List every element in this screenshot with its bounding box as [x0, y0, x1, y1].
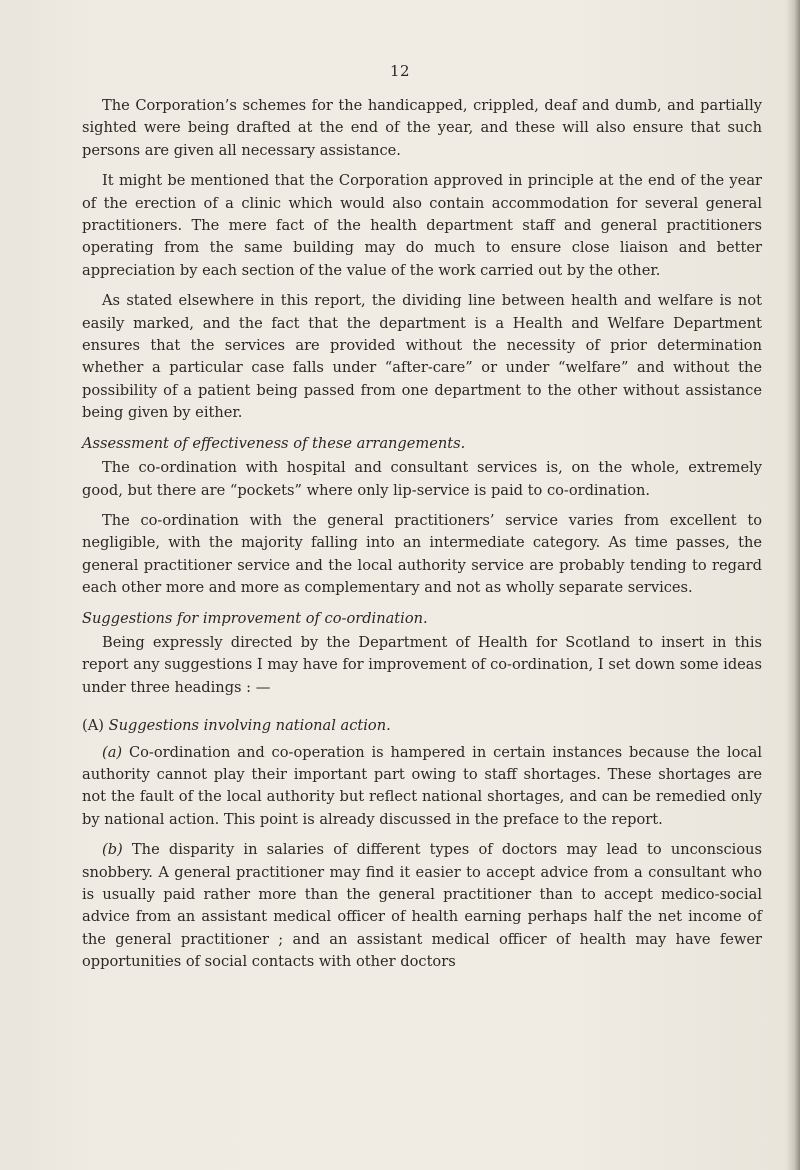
section-heading: Suggestions for improvement of co-ordination. [82, 609, 428, 627]
list-item [82, 742, 762, 832]
item-text: Co-ordination and co-operation is hampered in certain instances because the local authority cannot play their important part owing to staff shortages. These shortages are not the fault of the local authority but reflect national shortages, and can be remedied only by national action. This point is already discussed in the preface to the report. [82, 743, 762, 828]
list-item [82, 839, 762, 973]
subsection-title: Suggestions involving national action. [108, 717, 391, 735]
page-number: 12 [389, 62, 411, 80]
section-heading: Assessment of effectiveness of these arrangements. [82, 434, 466, 452]
paragraph: As stated elsewhere in this report, the dividing line between health and welfare is not easily marked, and the fact that the department is a Health and Welfare Department ensures that the services are provided without the necessity of prior determination whether a particular case falls under “after-care” or under “welfare” and without the possibility of a patient being passed from one department to the other without assistance being given by either. [82, 292, 762, 422]
paragraph: The co-ordination with the general practitioners’ service varies from excellent to negligible, with the majority falling into an intermediate category. As time passes, the general practitioner service and the local authority service are probably tending to regard each other more and more as complementary and not as wholly separate services. [82, 511, 762, 597]
subsection-prefix: (A) [82, 717, 109, 735]
item-marker: (b) [102, 841, 123, 859]
body-text [82, 95, 762, 982]
paragraph: It might be mentioned that the Corporation approved in principle at the end of the year of the erection of a clinic which would also contain accommodation for several general practitioners. The mere fact of the health department staff and general practitioners operating from the same building may do much to ensure close liaison and better appreciation by each section of the value of the work carried out by the other. [82, 172, 762, 279]
item-text: The disparity in salaries of different types of doctors may lead to unconscious snobbery. A general practitioner may find it easier to accept advice from a consultant who is usually paid rather more than the general practitioner than to accept medico-social advice from an assistant medical officer of health earning perhaps half the net income of the general practitioner ; and an assistant medical officer of health may have fewer opportunities of social contacts with other doctors [82, 841, 762, 971]
paragraph: The Corporation’s schemes for the handicapped, crippled, deaf and dumb, and partially sighted were being drafted at the end of the year, and these will also ensure that such persons are given all necessary assistance. [82, 97, 762, 159]
item-marker: (a) [102, 743, 123, 761]
page-edge-shadow [786, 0, 800, 1170]
subsection-heading [82, 715, 762, 737]
paragraph: Being expressly directed by the Department of Health for Scotland to insert in this report any suggestions I may have for improvement of co-ordination, I set down some ideas under three headings : — [82, 633, 762, 696]
paragraph: The co-ordination with hospital and consultant services is, on the whole, extremely good, but there are “pockets” where only lip-service is paid to co-ordination. [82, 459, 762, 499]
